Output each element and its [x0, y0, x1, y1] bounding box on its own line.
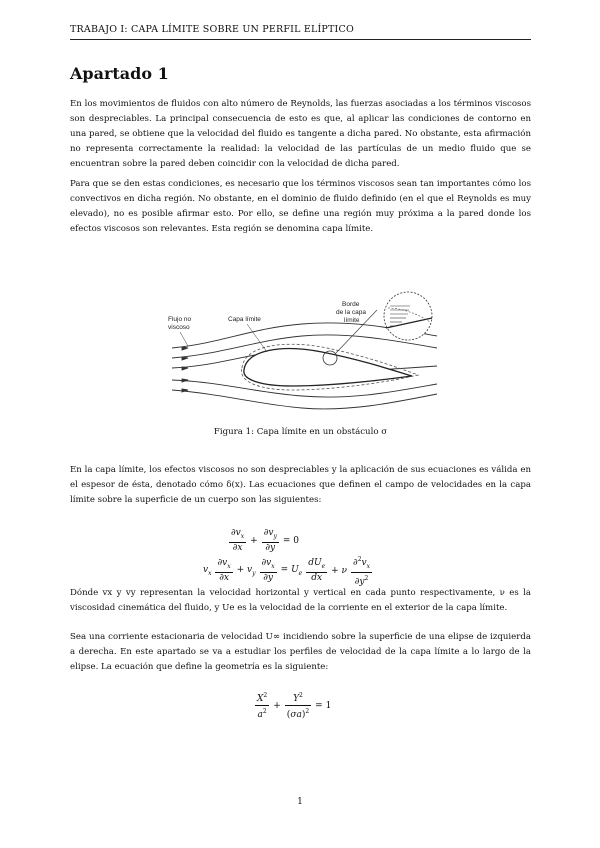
label-boundary-layer: Capa límite [228, 316, 261, 323]
paragraph-equations-intro: En la capa límite, los efectos viscosos no son despreciables y la aplicación de sus ecuaciones es válida en el espesor de ésta, denotado cómo δ(x). Las ecuaciones que definen el campo de velocidades en la capa límite sobre la superficie de un cuerpo son las siguientes: [70, 465, 531, 505]
running-header: TRABAJO I: CAPA LÍMITE SOBRE UN PERFIL ELÍPTICO [70, 24, 354, 35]
label-inviscid-line2: viscoso [168, 324, 190, 331]
paragraph-ellipse: Sea una corriente estacionaria de velocidad U∞ incidiendo sobre la superficie de una elipse de izquierda a derecha. En este apartado se va a estudiar los perfiles de velocidad de la capa límite a lo largo de la elipse. La ecuación que define la geometría es la siguiente: [70, 632, 531, 672]
paragraph-intro: En los movimientos de fluidos con alto número de Reynolds, las fuerzas asociadas a los términos viscosos son despreciables. La principal consecuencia de esto es que, al aplicar las condiciones de contorno en una pared, se obtiene que la velocidad del fluido es tangente a dicha pared. No obstante, esta afirmación no representa correctamente la realidad: la velocidad de las partículas de un medio fluido que se encuentran sobre la pared deben coincidir con la velocidad de dicha pared. [70, 99, 531, 169]
header-rule [70, 39, 531, 40]
label-edge-line1: Borde [342, 301, 360, 308]
label-edge-line3: límite [344, 317, 360, 324]
continuity-equation: $\frac{\partial v_x}{\partial x}$ + $\frac{\partial v_y}{\partial y}$ = 0 [231, 528, 299, 553]
label-inviscid-line1: Flujo no [168, 316, 192, 323]
page-number: 1 [297, 797, 303, 807]
section-title: Apartado 1 [70, 64, 169, 83]
momentum-equation: $v_x$ $\frac{\partial v_x}{\partial x}$ + $v_y$ $\frac{\partial v_x}{\partial y}$ = $U_e$ $\frac{dU_e}{dx}$ + ν $\frac{\partial^2v_x}{\partial y^2}$ [203, 556, 370, 587]
figure-caption: Figura 1: Capa límite en un obstáculo σ [213, 427, 388, 437]
paragraph-variables: Dónde vx y vy representan la velocidad horizontal y vertical en cada punto respectivamente, ν es la viscosidad cinemática del fluido, y Ue es la velocidad de la corriente en el exterior de la capa límite. [70, 588, 531, 613]
boundary-layer-figure [162, 288, 442, 418]
label-edge-line2: de la capa [336, 309, 366, 316]
ellipse-equation: $\frac{X^2}{a^2}$ + $\frac{Y^2}{(\sigma a)^2}$ = 1 [257, 692, 332, 720]
boundary-layer-equations [70, 528, 531, 587]
paragraph-conditions: Para que se den estas condiciones, es necesario que los términos viscosos sean tan importantes cómo los convectivos en dicha región. No obstante, en el dominio de fluido definido (en el que el Reynolds es muy elevado), no es posible afirmar esto. Por ello, se define una región muy próxima a la pared donde los efectos viscosos son relevantes. Esta región se denomina capa límite. [70, 179, 531, 234]
